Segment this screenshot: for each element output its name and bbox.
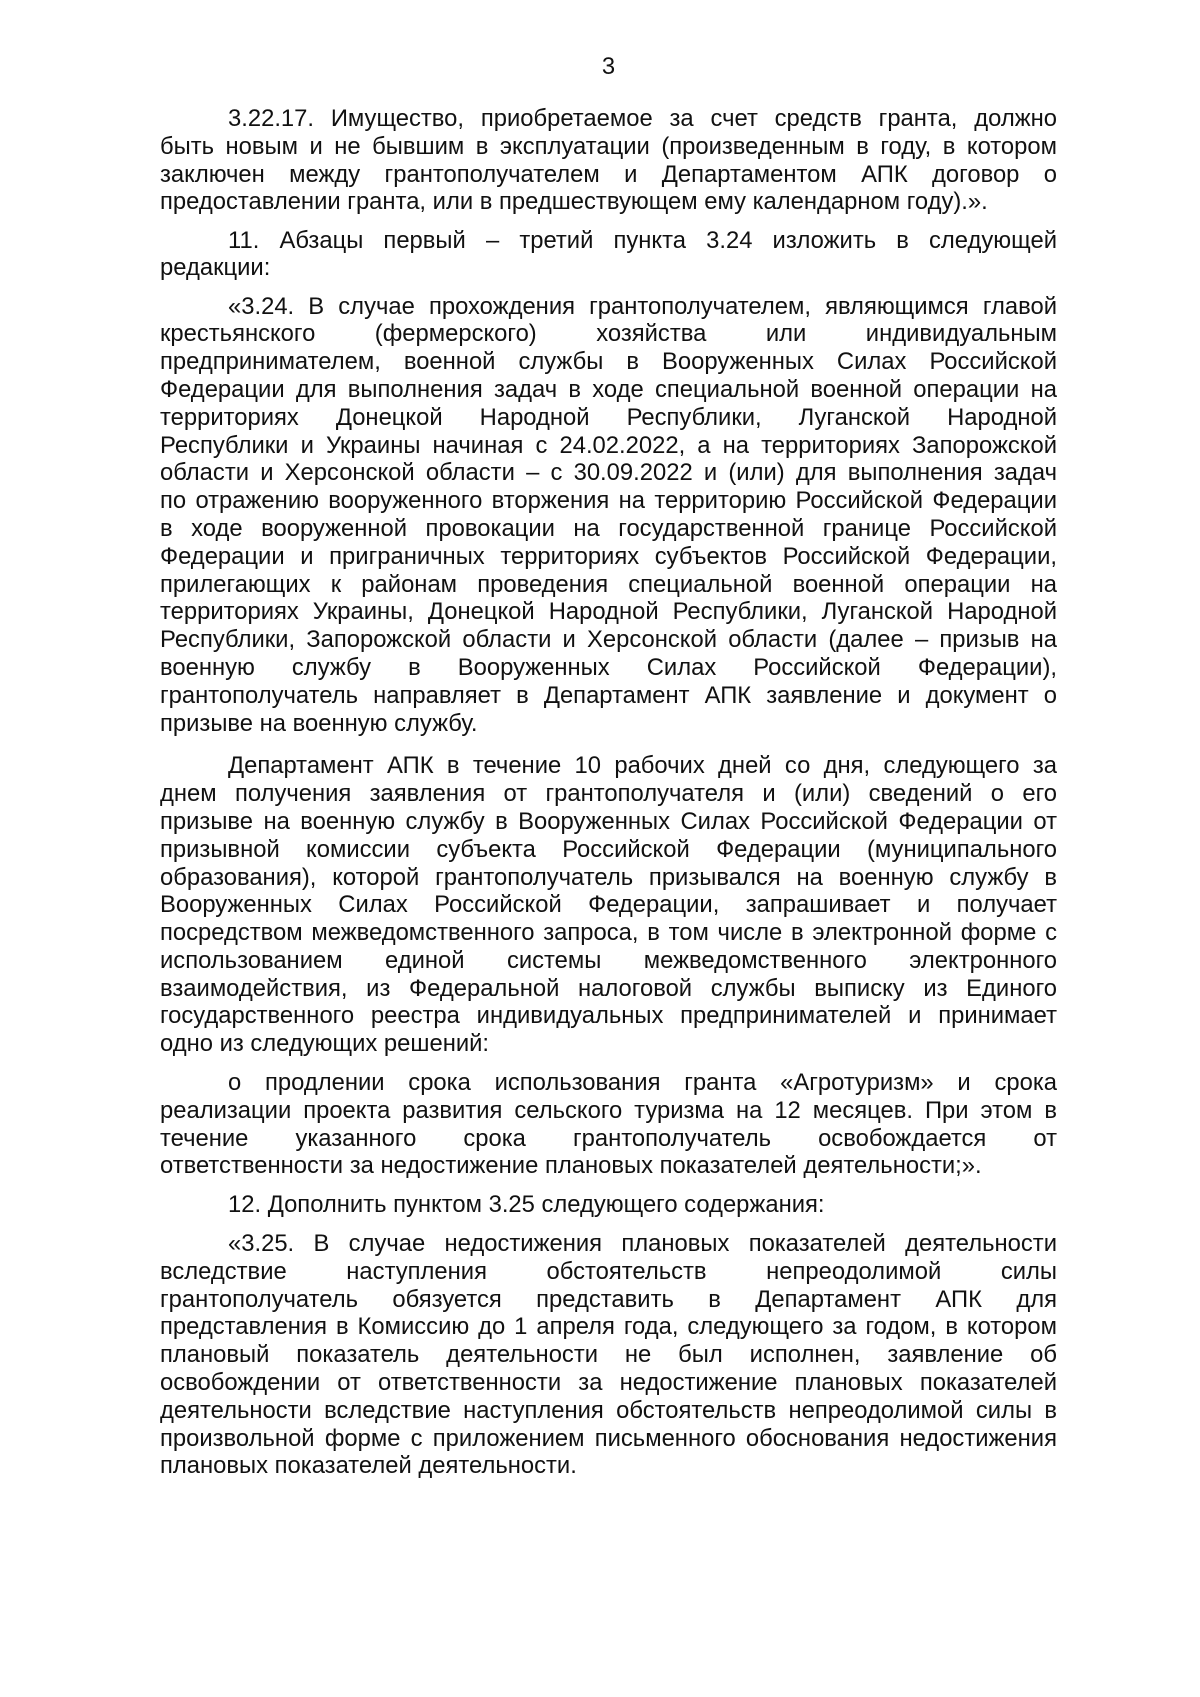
- text-line: плановый показатель деятельности не был исполнен, заявление об: [160, 1341, 1057, 1369]
- text-line: о продлении срока использования гранта «Агротуризм» и срока: [228, 1069, 1057, 1097]
- text-line: Департамент АПК в течение 10 рабочих дней со дня, следующего за: [228, 752, 1057, 780]
- paragraph-item-3-24: [160, 293, 1057, 738]
- text-line: грантополучатель направляет в Департамент АПК заявление и документ о: [160, 681, 1057, 709]
- text-line: призывной комиссии субъекта Российской Федерации (муниципального: [160, 835, 1057, 863]
- text-line: территориях Украины, Донецкой Народной Республики, Луганской Народной: [160, 598, 1057, 626]
- text-line: заключен между грантополучателем и Департаментом АПК договор о: [160, 160, 1057, 188]
- text-line: государственного реестра индивидуальных предпринимателей и принимает: [160, 1002, 1057, 1030]
- text-line: взаимодействия, из Федеральной налоговой службы выписку из Единого: [160, 974, 1057, 1002]
- paragraph-extension-option: [160, 1069, 1057, 1180]
- paragraph-item-3-25: [160, 1230, 1057, 1480]
- text-line: освобождении от ответственности за недостижение плановых показателей: [160, 1369, 1057, 1397]
- paragraph-amendment-12: [160, 1191, 1057, 1219]
- text-line: территориях Донецкой Народной Республики, Луганской Народной: [160, 403, 1057, 431]
- text-line: плановых показателей деятельности.: [160, 1452, 577, 1480]
- text-line: ответственности за недостижение плановых показателей деятельности;».: [160, 1152, 982, 1180]
- text-line: области и Херсонской области – с 30.09.2022 и (или) для выполнения задач: [160, 459, 1057, 487]
- text-line: произвольной форме с приложением письменного обоснования недостижения: [160, 1424, 1057, 1452]
- text-line: крестьянского (фермерского) хозяйства или индивидуальным: [160, 320, 1057, 348]
- text-line: Вооруженных Силах Российской Федерации, запрашивает и получает: [160, 891, 1057, 919]
- text-line: предоставлении гранта, или в предшествующем ему календарном году).».: [160, 188, 988, 216]
- page-number: 3: [601, 53, 616, 80]
- text-line: вследствие наступления обстоятельств непреодолимой силы: [160, 1257, 1057, 1285]
- document-body: [160, 105, 1057, 1480]
- text-line: грантополучатель обязуется представить в Департамент АПК для: [160, 1285, 1057, 1313]
- text-line: 3.22.17. Имущество, приобретаемое за счет средств гранта, должно: [228, 105, 1057, 132]
- text-line: военную службу в Вооруженных Силах Российской Федерации),: [160, 653, 1057, 681]
- text-line: Федерации и приграничных территориях субъектов Российской Федерации,: [160, 542, 1057, 570]
- text-line: быть новым и не бывшим в эксплуатации (произведенным в году, в котором: [160, 132, 1057, 160]
- paragraph-item-3-22-17: [160, 105, 1057, 216]
- text-line: реализации проекта развития сельского туризма на 12 месяцев. При этом в: [160, 1096, 1057, 1124]
- text-line: днем получения заявления от грантополучателя и (или) сведений о его: [160, 780, 1057, 808]
- paragraph-amendment-11: [160, 227, 1057, 283]
- text-line: Республики, Запорожской области и Херсонской области (далее – призыв на: [160, 626, 1057, 654]
- text-line: призыве на военную службу.: [160, 709, 478, 737]
- text-line: в ходе вооруженной провокации на государственной границе Российской: [160, 514, 1057, 542]
- text-line: «3.24. В случае прохождения грантополучателем, являющимся главой: [228, 292, 1057, 320]
- text-line: Федерации для выполнения задач в ходе специальной военной операции на: [160, 375, 1057, 403]
- text-line: 12. Дополнить пунктом 3.25 следующего содержания:: [228, 1191, 825, 1219]
- text-line: предпринимателем, военной службы в Вооруженных Силах Российской: [160, 348, 1057, 376]
- text-line: призыве на военную службу в Вооруженных Силах Российской Федерации от: [160, 807, 1057, 835]
- paragraph-department-decision: [160, 752, 1057, 1058]
- text-line: по отражению вооруженного вторжения на территорию Российской Федерации: [160, 487, 1057, 515]
- text-line: Республики и Украины начиная с 24.02.2022, а на территориях Запорожской: [160, 431, 1057, 459]
- text-line: деятельности вследствие наступления обстоятельств непреодолимой силы в: [160, 1396, 1057, 1424]
- text-line: одно из следующих решений:: [160, 1030, 490, 1058]
- text-line: посредством межведомственного запроса, в том числе в электронной форме с: [160, 919, 1057, 947]
- text-line: течение указанного срока грантополучатель освобождается от: [160, 1124, 1057, 1152]
- text-line: прилегающих к районам проведения специальной военной операции на: [160, 570, 1057, 598]
- text-line: «3.25. В случае недостижения плановых показателей деятельности: [228, 1230, 1057, 1258]
- text-line: редакции:: [160, 254, 271, 282]
- text-line: представления в Комиссию до 1 апреля года, следующего за годом, в котором: [160, 1313, 1057, 1341]
- text-line: 11. Абзацы первый – третий пункта 3.24 изложить в следующей: [228, 226, 1057, 254]
- text-line: использованием единой системы межведомственного электронного: [160, 946, 1057, 974]
- text-line: образования), которой грантополучатель призывался на военную службу в: [160, 863, 1057, 891]
